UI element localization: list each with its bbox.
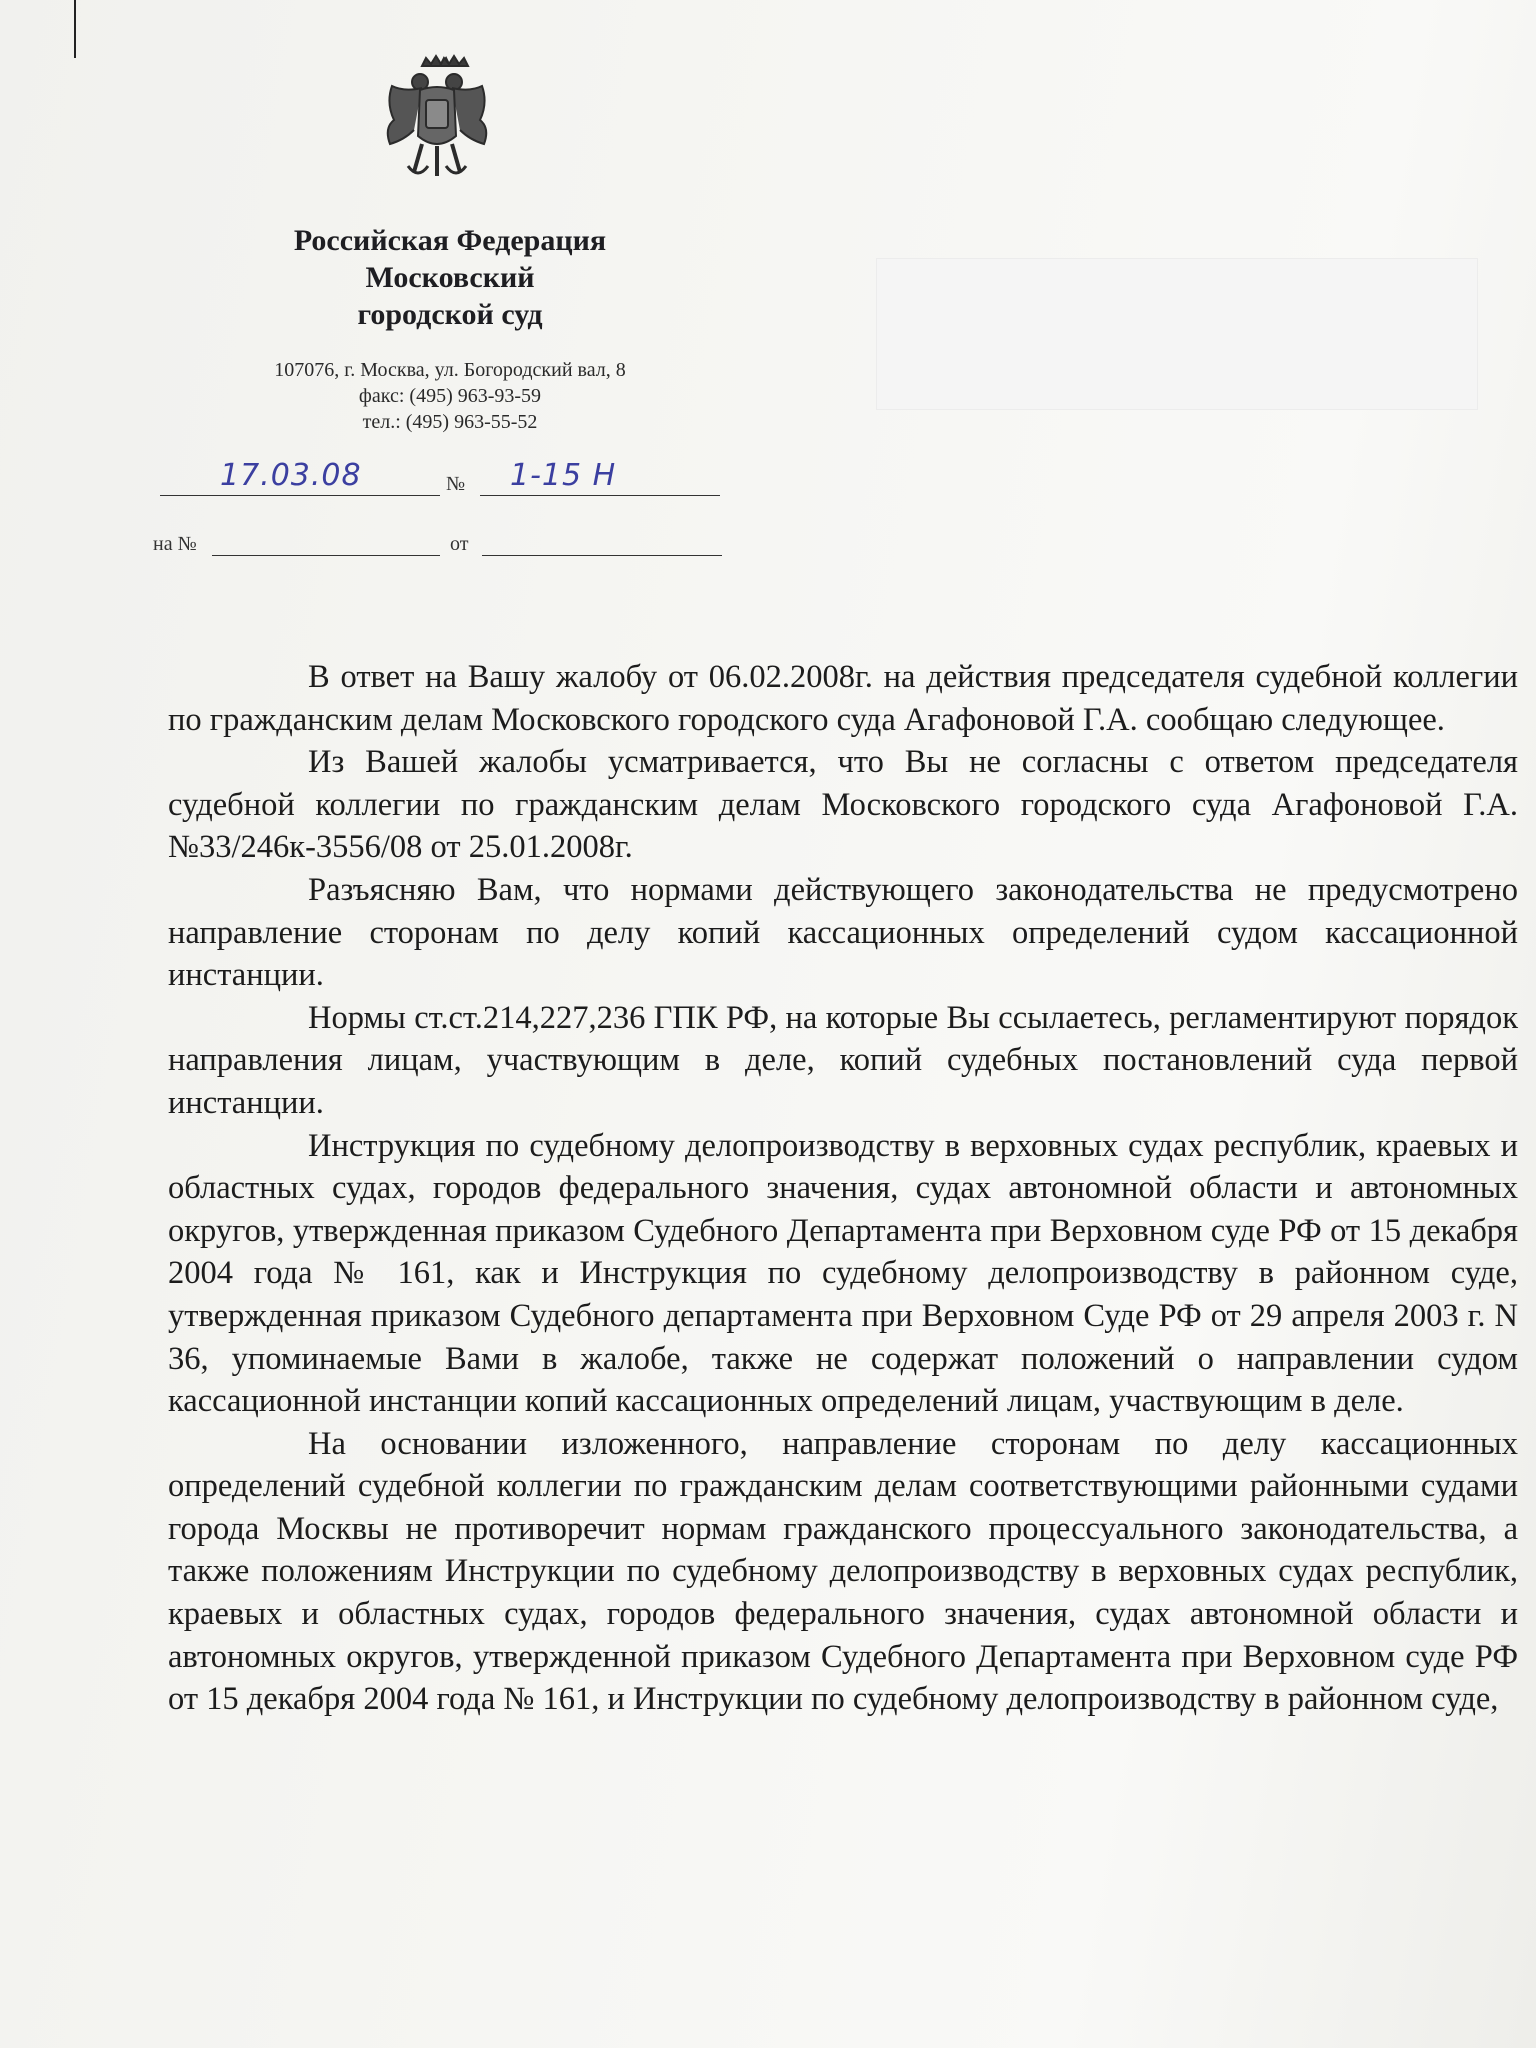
court-phone: тел.: (495) 963-55-52 (362, 411, 538, 433)
org-line-1: Российская Федерация (293, 224, 607, 257)
edge-mark (74, 0, 76, 58)
ref-number-field (212, 515, 440, 556)
from-label: от (450, 533, 469, 555)
paragraph-1: В ответ на Вашу жалобу от 06.02.2008г. на действия председателя судебной коллегии по гражданским делам Московского городского суда Агафоновой Г.А. сообщаю следующее. (168, 659, 1518, 738)
paragraph-6: На основании изложенного, направление сторонам по делу кассационных определений судебной коллегии по гражданским делам соответствующими районными судами города Москвы не противоречит нормам гражданского процессуального законодательства, а также положениям Инструкции по судебному делопроизводству в верховных судах республик, краевых и областных судах, городов федерального значения, судах автономной области и автономных округов, утвержденной приказом Судебного Департамента при Верховном суде РФ от 15 декабря 2004 года № 161, и Инструкции по судебному делопроизводству в районном суде, (168, 1425, 1518, 1718)
handwritten-number: 1-15 Н (510, 458, 617, 493)
number-field (480, 455, 720, 496)
paragraph-2: Из Вашей жалобы усматривается, что Вы не согласны с ответом председателя судебной коллегии по гражданским делам Московского городского суда Агафоновой Г.А. №33/246к-3556/08 от 25.01.2008г. (168, 744, 1518, 866)
paragraph-5: Инструкция по судебному делопроизводству в верховных судах республик, краевых и областных судах, городов федерального значения, судах автономной области и автономных округов, утвержденная приказом Судебного Департамента при Верховном суде РФ от 15 декабря 2004 года № 161, как и Инструкция по судебному делопроизводству в районном суде, утвержденная приказом Судебного департамента при Верховном Суде РФ от 29 апреля 2003 г. N 36, упоминаемые Вами в жалобе, также не содержат положений о направлении судом кассационной инстанции копий кассационных определений лицам, участвующим в деле. (168, 1127, 1518, 1420)
court-fax: факс: (495) 963-93-59 (358, 385, 542, 407)
letter-body (168, 656, 1518, 1721)
court-contacts (180, 357, 720, 435)
outgoing-registration (150, 455, 730, 500)
ref-date-field (482, 515, 722, 556)
date-field (160, 455, 440, 496)
number-label: № (446, 473, 466, 495)
coat-of-arms-emblem (374, 48, 499, 183)
paragraph-4: Нормы ст.ст.214,227,236 ГПК РФ, на которые Вы ссылаетесь, регламентируют порядок направления лицам, участвующим в деле, копий судебных постановлений суда первой инстанции. (168, 999, 1518, 1121)
org-line-2: Московский (365, 261, 535, 294)
court-address: 107076, г. Москва, ул. Богородский вал, 8 (274, 359, 626, 381)
handwritten-date: 17.03.08 (220, 458, 362, 493)
incoming-reference (150, 515, 730, 560)
ref-label: на № (153, 533, 197, 555)
paragraph-3: Разъясняю Вам, что нормами действующего законодательства не предусмотрено направление сторонам по делу копий кассационных определений судом кассационной инстанции. (168, 871, 1518, 994)
redacted-recipient (876, 258, 1478, 410)
court-name (180, 222, 720, 333)
org-line-3: городской суд (357, 298, 543, 331)
